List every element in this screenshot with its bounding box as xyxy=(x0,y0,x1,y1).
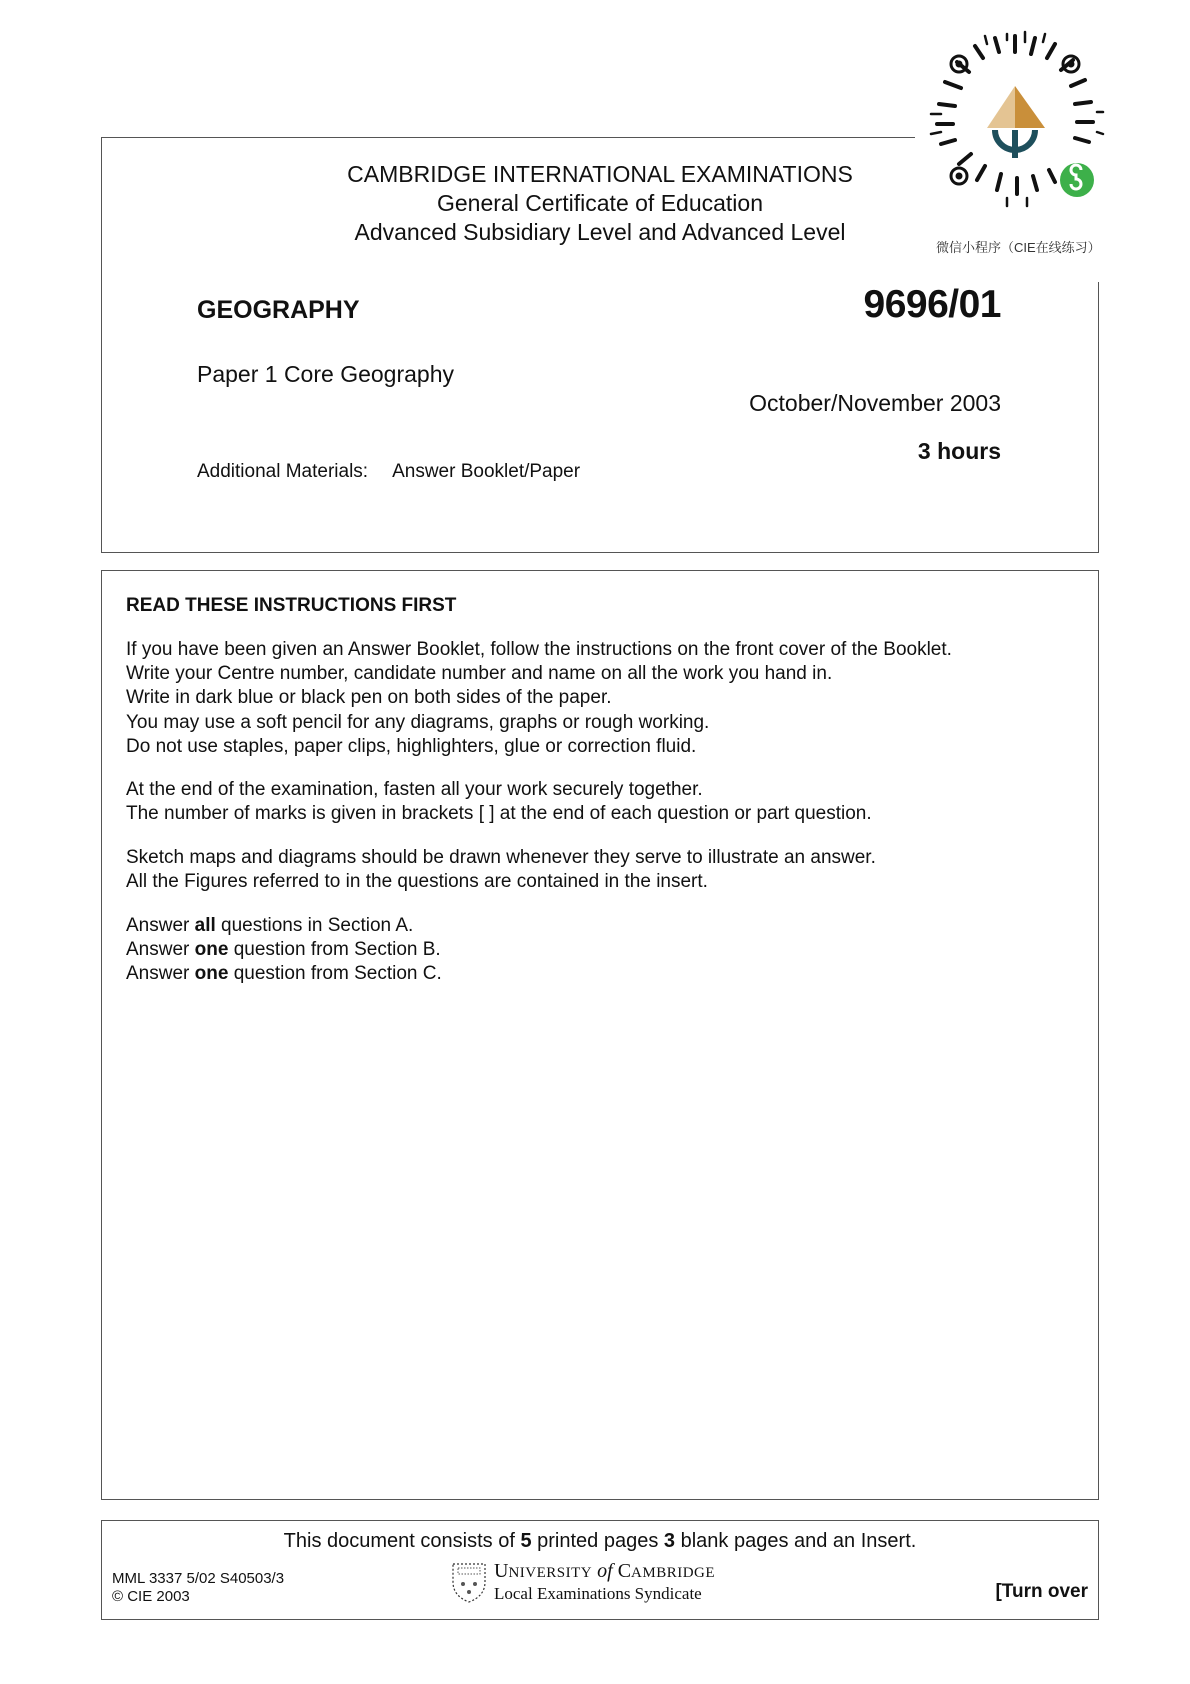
answer-rest: question from Section B. xyxy=(228,939,441,961)
instruction-line: If you have been given an Answer Booklet, follow the instructions on the front cover of the Booklet. xyxy=(126,639,952,660)
additional-materials xyxy=(197,461,580,483)
doc-text: This document consists of xyxy=(283,1530,521,1552)
instruction-line: At the end of the examination, fasten all your work securely together. xyxy=(126,779,703,800)
instruction-line: Write in dark blue or black pen on both sides of the paper. xyxy=(126,687,612,709)
syndicate-name: Local Examinations Syndicate xyxy=(494,1584,702,1603)
university-name xyxy=(494,1560,715,1583)
materials-label: Additional Materials: xyxy=(197,461,369,482)
univ-of: of xyxy=(597,1560,613,1582)
instructions-group-1 xyxy=(126,638,952,759)
instructions-heading: READ THESE INSTRUCTIONS FIRST xyxy=(126,595,457,616)
answer-section-b xyxy=(126,938,442,962)
paper-code: 9696/01 xyxy=(863,283,1001,326)
materials-value: Answer Booklet/Paper xyxy=(392,461,581,482)
emphasis-one: one xyxy=(194,939,229,961)
answer-rest: question from Section C. xyxy=(228,963,442,985)
instruction-line: Sketch maps and diagrams should be drawn whenever they serve to illustrate an answer. xyxy=(126,847,876,868)
crest-icon xyxy=(450,1560,488,1604)
doc-text: printed pages xyxy=(531,1530,664,1552)
instruction-line: All the Figures referred to in the questions are contained in the insert. xyxy=(126,871,708,893)
answer-word: Answer xyxy=(126,939,190,961)
instructions-group-4 xyxy=(126,914,442,987)
turn-over: [Turn over xyxy=(995,1581,1088,1602)
instructions-group-3 xyxy=(126,846,876,894)
answer-section-a xyxy=(126,914,442,938)
instruction-line: You may use a soft pencil for any diagrams, graphs or rough working. xyxy=(126,711,710,733)
instruction-line: Do not use staples, paper clips, highlighters, glue or correction fluid. xyxy=(126,735,697,757)
answer-word: Answer xyxy=(126,915,190,936)
answer-section-c xyxy=(126,962,442,986)
printed-pages-count: 5 xyxy=(520,1530,532,1552)
univ-word: NIVERSITY xyxy=(508,1565,593,1581)
answer-word: Answer xyxy=(126,963,190,985)
subject-title: GEOGRAPHY xyxy=(197,296,360,324)
instruction-line: Write your Centre number, candidate number and name on all the work you hand in. xyxy=(126,663,833,685)
blank-pages-count: 3 xyxy=(663,1530,676,1552)
instruction-line: The number of marks is given in brackets [ ] at the end of each question or part question. xyxy=(126,803,872,825)
emphasis-all: all xyxy=(194,915,216,936)
exam-board-line-1: CAMBRIDGE INTERNATIONAL EXAMINATIONS xyxy=(347,161,853,187)
wechat-mini-program-qr-icon[interactable] xyxy=(925,30,1105,210)
ref-code: MML 3337 5/02 S40503/3 xyxy=(112,1570,285,1587)
answer-rest: questions in Section A. xyxy=(215,915,414,936)
document-page-count xyxy=(101,1530,1099,1553)
univ-word: AMBRIDGE xyxy=(631,1565,716,1581)
exam-board-line-3: Advanced Subsidiary Level and Advanced Level xyxy=(354,219,846,245)
exam-board-line-2: General Certificate of Education xyxy=(436,190,763,216)
doc-text: blank pages and an Insert. xyxy=(675,1530,917,1552)
paper-name: Paper 1 Core Geography xyxy=(197,361,454,387)
instructions-group-2 xyxy=(126,778,872,826)
univ-initial: U xyxy=(494,1560,509,1582)
exam-duration: 3 hours xyxy=(917,438,1001,464)
univ-initial: C xyxy=(617,1560,632,1582)
exam-session: October/November 2003 xyxy=(749,390,1001,416)
copyright: © CIE 2003 xyxy=(112,1588,190,1605)
document-reference xyxy=(112,1570,284,1606)
emphasis-one: one xyxy=(194,963,229,985)
qr-caption: 微信小程序（CIE在线练习） xyxy=(936,240,1101,255)
